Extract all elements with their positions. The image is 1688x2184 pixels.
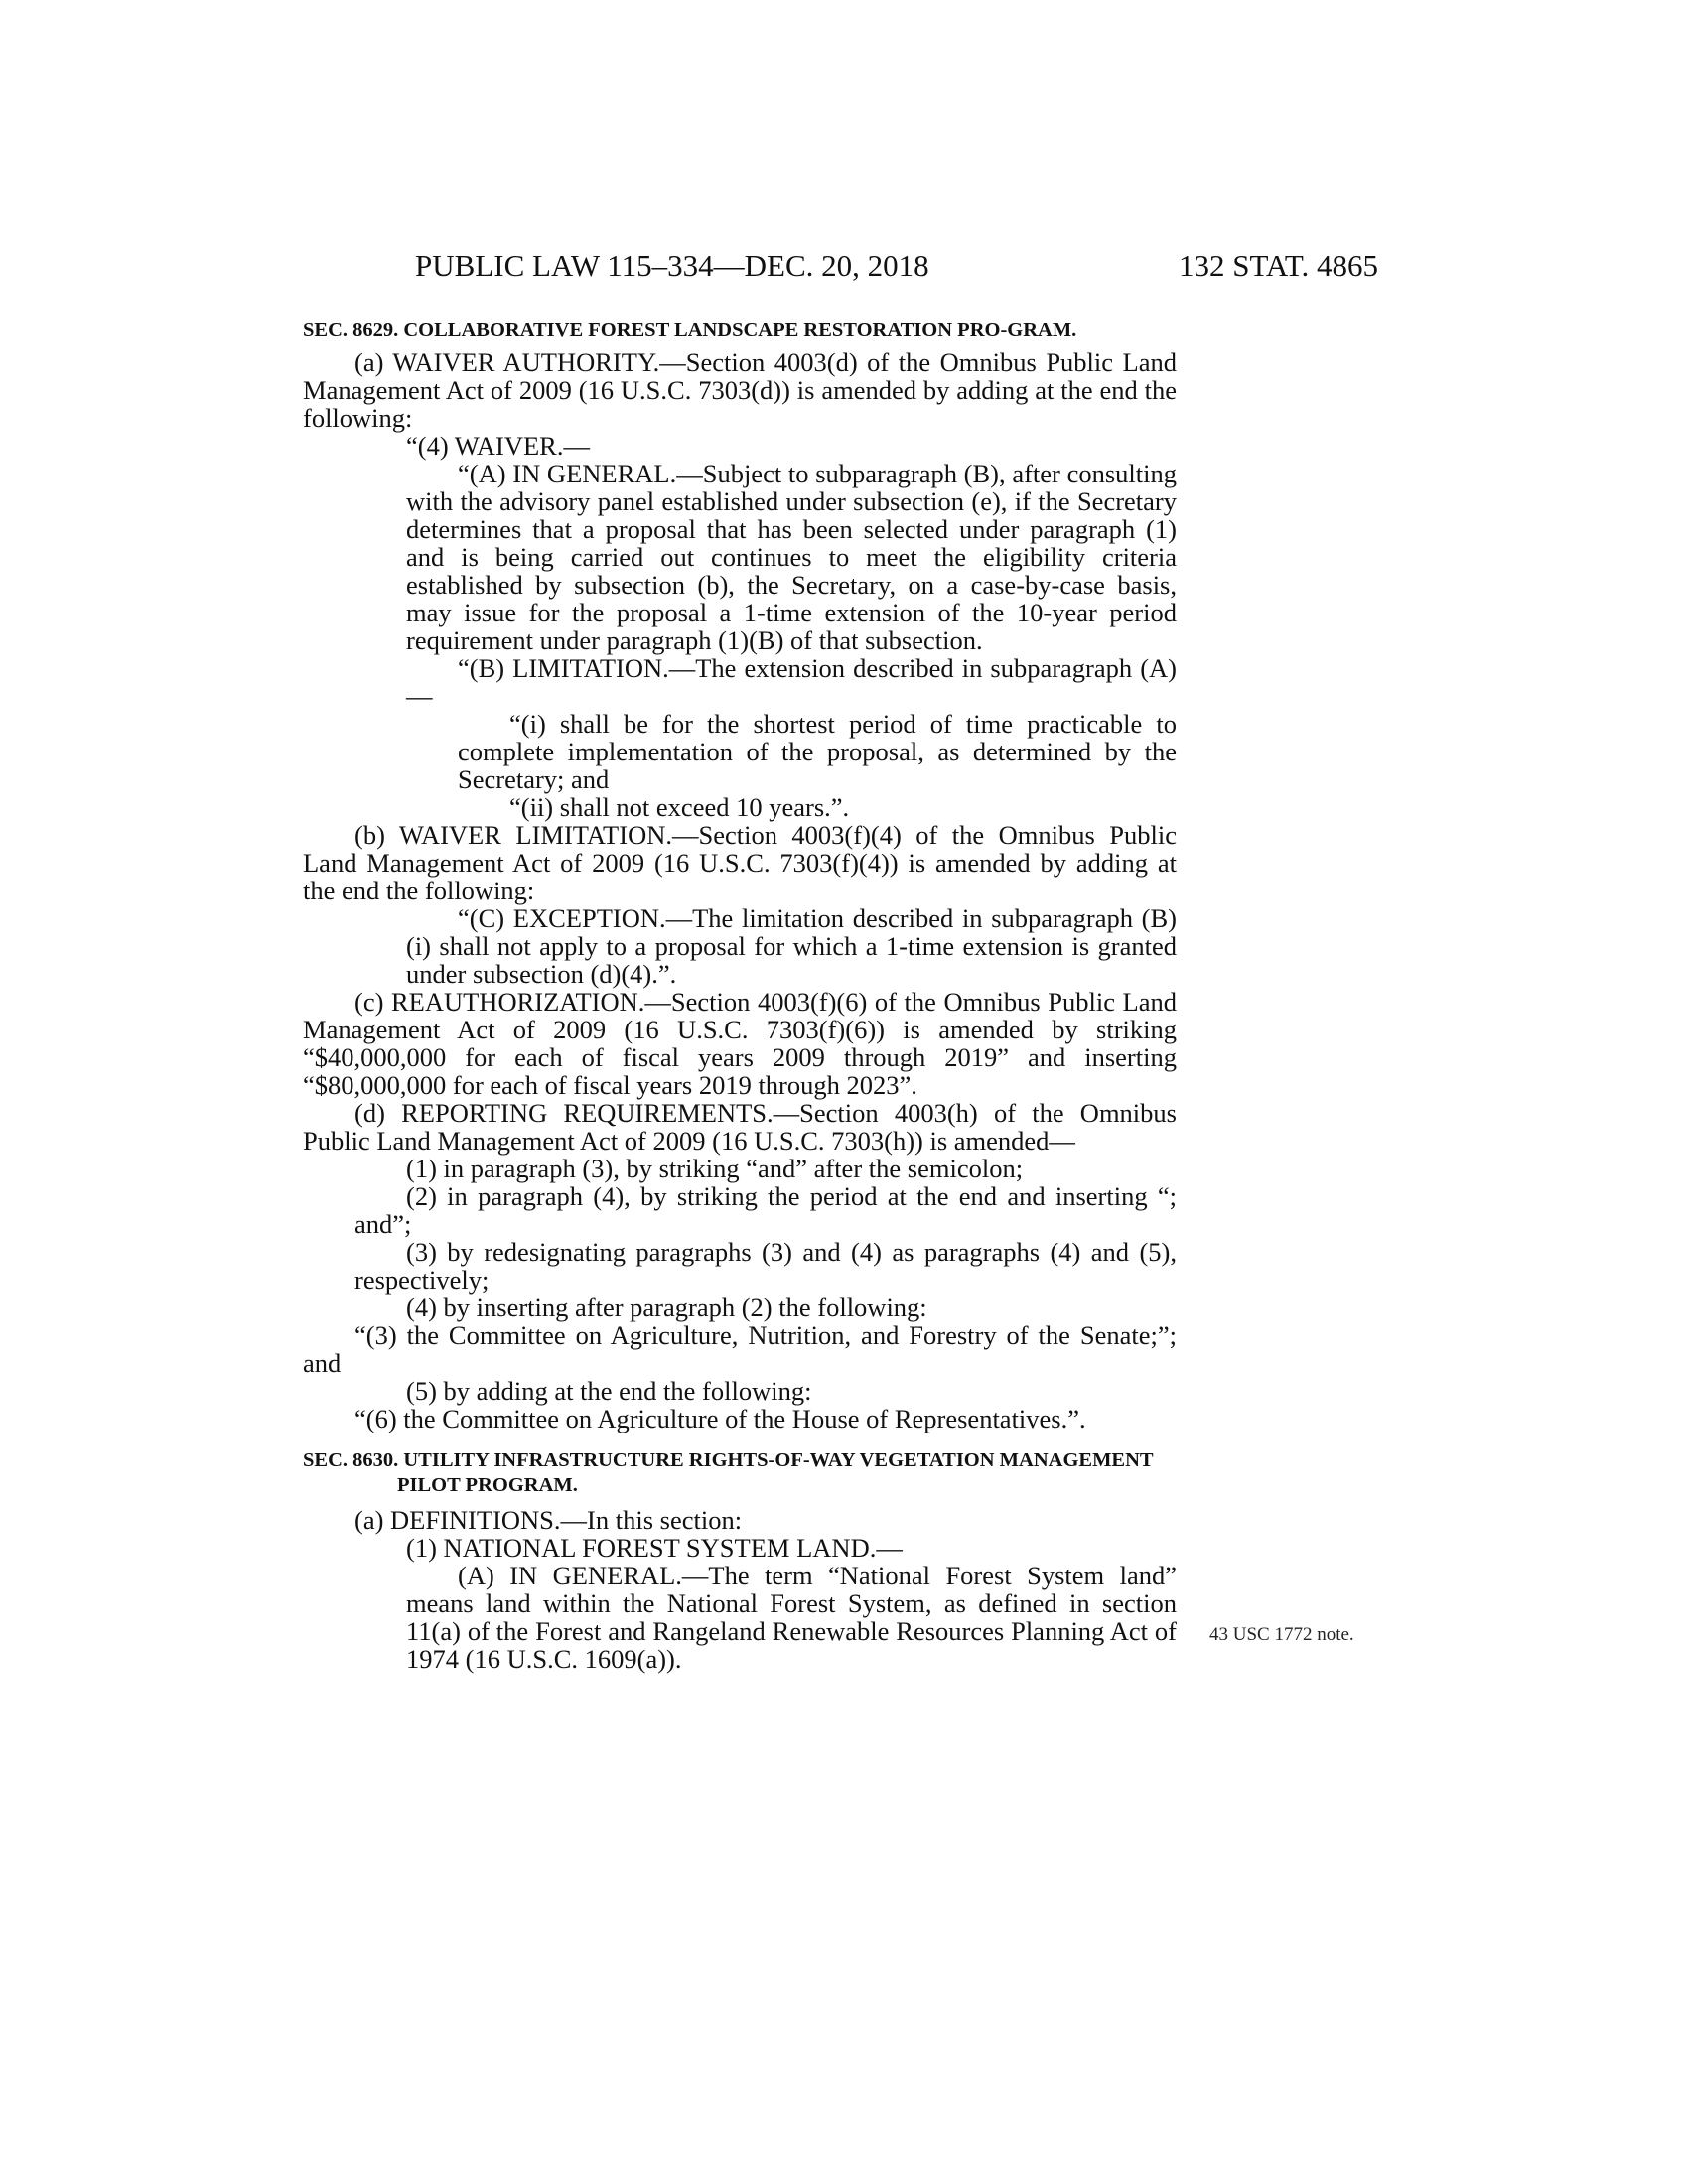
paragraph: “(6) the Committee on Agriculture of the House of Representatives.”.: [354, 1404, 1086, 1433]
paragraph: (a) WAIVER AUTHORITY.—Section 4003(d) of the Omnibus Public Land Management Act of 2009 (16 U.S.C. 7303(d)) is amended by adding at the end the following:: [303, 347, 1177, 433]
paragraph: (1) NATIONAL FOREST SYSTEM LAND.—: [406, 1533, 903, 1563]
paragraph: (5) by adding at the end the following:: [406, 1376, 812, 1406]
paragraph: (c) REAUTHORIZATION.—Section 4003(f)(6) of the Omnibus Public Land Management Act of 2009 (16 U.S.C. 7303(f)(6)) is amended by striking “$40,000,000 for each of fiscal years 2009 through 2019” and inserting “$80,000,000 for each of fiscal years 2019 through 2023”.: [303, 987, 1177, 1100]
paragraph: (b) WAIVER LIMITATION.—Section 4003(f)(4) of the Omnibus Public Land Management Act of 2009 (16 U.S.C. 7303(f)(4)) is amended by adding at the end the following:: [303, 820, 1177, 905]
usc-margin-note: 43 USC 1772 note.: [1209, 1624, 1354, 1645]
paragraph: “(A) IN GENERAL.—Subject to subparagraph (B), after consulting with the advisory panel established under subsection (e), if the Secretary determines that a proposal that has been selected under paragraph (1) and is being carried out continues to meet the eligibility criteria established by subsection (b), the Secretary, on a case-by-case basis, may issue for the proposal a 1-time extension of the 10-year period requirement under paragraph (1)(B) of that subsection.: [406, 459, 1177, 655]
paragraph: (3) by redesignating paragraphs (3) and (4) as paragraphs (4) and (5), respectively;: [354, 1237, 1177, 1295]
paragraph: “(4) WAIVER.—: [406, 431, 590, 461]
paragraph: (d) REPORTING REQUIREMENTS.—Section 4003(h) of the Omnibus Public Land Management Act of 2009 (16 U.S.C. 7303(h)) is amended—: [303, 1098, 1177, 1156]
paragraph: (a) DEFINITIONS.—In this section:: [354, 1505, 743, 1535]
paragraph: “(3) the Committee on Agriculture, Nutrition, and Forestry of the Senate;”; and: [303, 1320, 1177, 1378]
public-law-citation: PUBLIC LAW 115–334—DEC. 20, 2018: [415, 248, 929, 283]
paragraph: (A) IN GENERAL.—The term “National Forest System land” means land within the National Forest System, as defined in section 11(a) of the Forest and Rangeland Renewable Resources Planning Act of 1974 (16 U.S.C. 1609(a)).: [406, 1561, 1177, 1674]
section-heading-8629: SEC. 8629. COLLABORATIVE FOREST LANDSCAPE RESTORATION PRO-GRAM.: [303, 319, 1077, 341]
statute-page-number: 132 STAT. 4865: [1178, 248, 1378, 283]
page-header: [415, 248, 1378, 288]
paragraph: (1) in paragraph (3), by striking “and” after the semicolon;: [406, 1154, 1024, 1183]
paragraph: “(i) shall be for the shortest period of time practicable to complete implementation of the proposal, as determined by the Secretary; and: [458, 709, 1177, 794]
paragraph: “(ii) shall not exceed 10 years.”.: [509, 792, 850, 822]
paragraph: “(B) LIMITATION.—The extension described in subparagraph (A)—: [406, 653, 1177, 711]
paragraph: (2) in paragraph (4), by striking the period at the end and inserting “; and”;: [354, 1181, 1177, 1239]
section-heading-8630: SEC. 8630. UTILITY INFRASTRUCTURE RIGHTS-OF-WAY VEGETATION MANAGEMENT PILOT PROGRAM.: [303, 1449, 1154, 1496]
paragraph: (4) by inserting after paragraph (2) the following:: [406, 1293, 927, 1322]
paragraph: “(C) EXCEPTION.—The limitation described in subparagraph (B)(i) shall not apply to a proposal for which a 1-time extension is granted under subsection (d)(4).”.: [406, 903, 1177, 989]
document-body: [303, 318, 1177, 1673]
